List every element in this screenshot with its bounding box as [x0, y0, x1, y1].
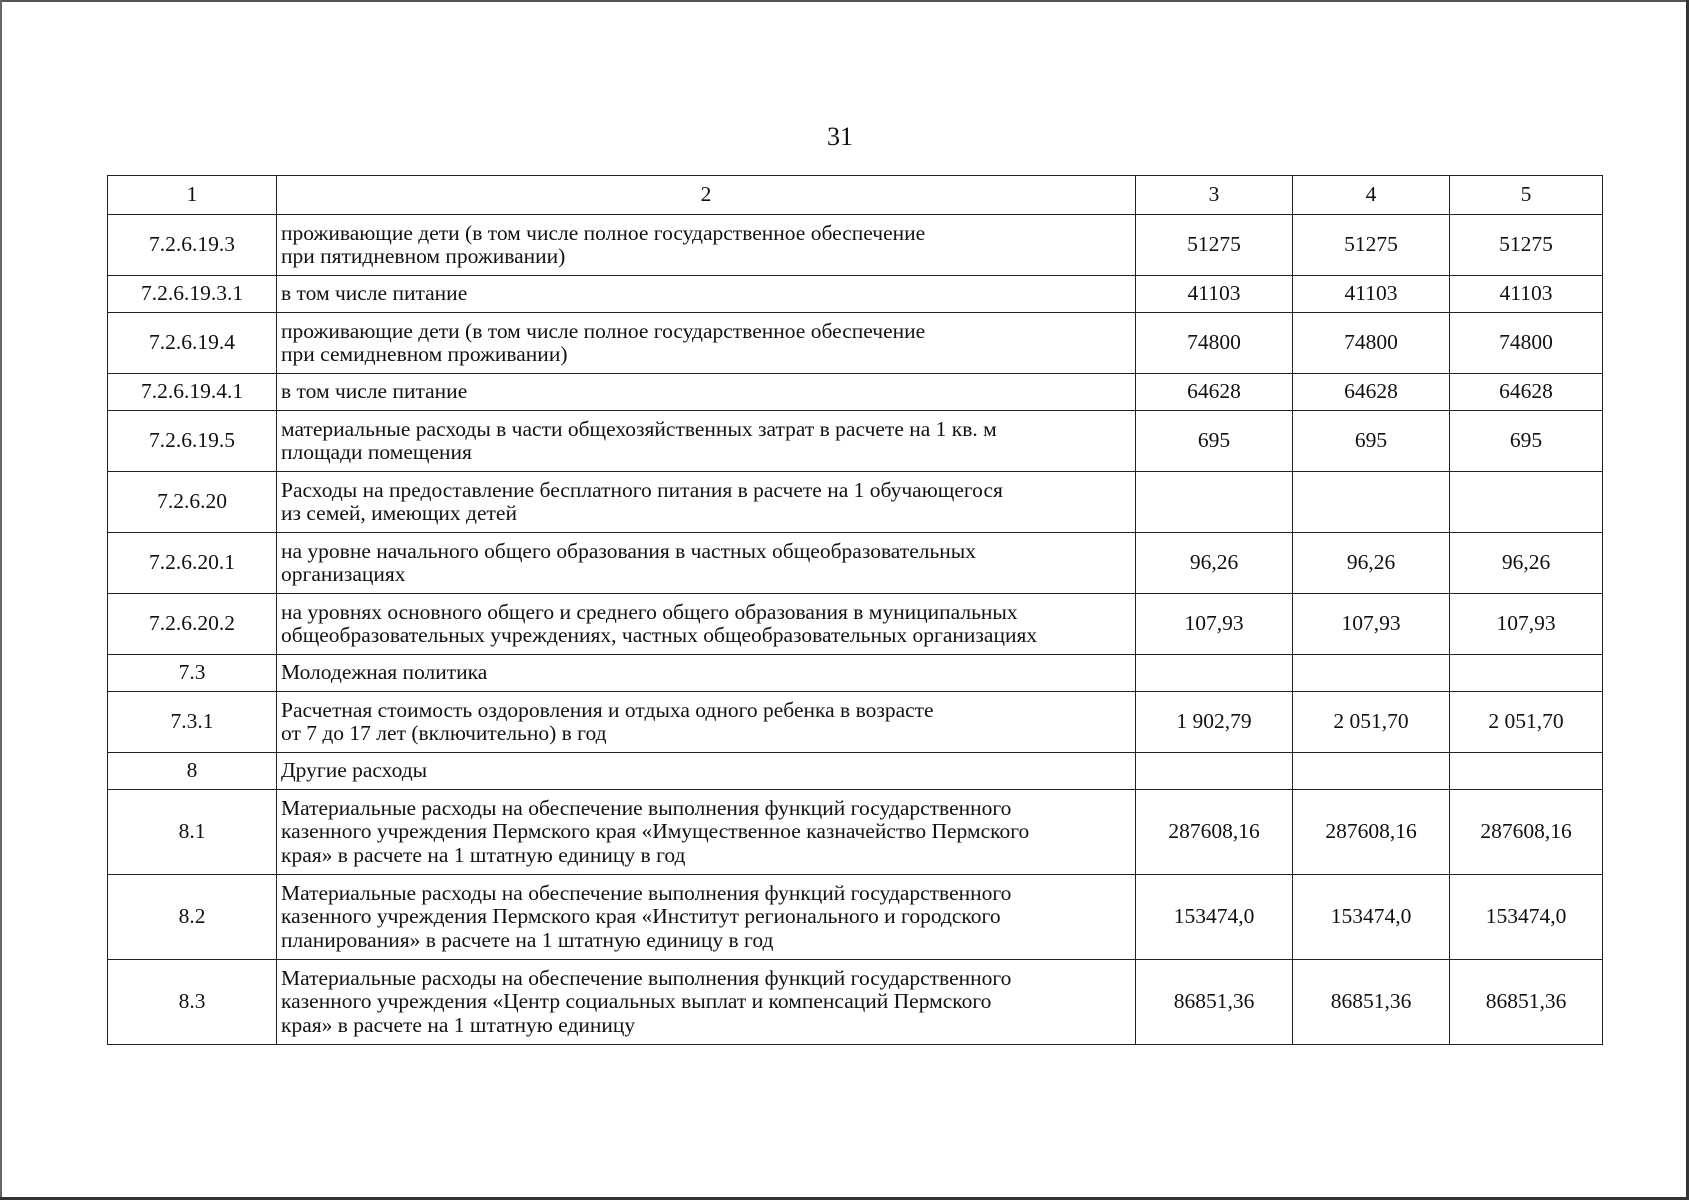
header-cell: 3 [1136, 176, 1293, 215]
row-value-col4-cell: 41103 [1293, 276, 1450, 313]
row-value-col3-cell: 41103 [1136, 276, 1293, 313]
row-value-col3-cell [1136, 655, 1293, 692]
row-description-cell: Материальные расходы на обеспечение выполнения функций государственного казенного учреждения «Центр социальных выплат и компенсаций Пермского края» в расчете на 1 штатную единицу [277, 960, 1136, 1045]
row-description-cell: в том числе питание [277, 374, 1136, 411]
row-description-cell: на уровне начального общего образования в частных общеобразовательных организациях [277, 533, 1136, 594]
row-number-cell: 8.3 [108, 960, 277, 1045]
row-value-col4-cell: 64628 [1293, 374, 1450, 411]
row-value-col3-cell: 51275 [1136, 215, 1293, 276]
row-number-cell: 7.2.6.19.3 [108, 215, 277, 276]
row-value-col4-cell [1293, 655, 1450, 692]
row-value-col3-cell: 695 [1136, 411, 1293, 472]
row-number-cell: 7.2.6.19.3.1 [108, 276, 277, 313]
table-row [108, 533, 1603, 594]
row-value-col4-cell [1293, 472, 1450, 533]
header-cell: 2 [277, 176, 1136, 215]
row-value-col4-cell: 86851,36 [1293, 960, 1450, 1045]
row-value-col3-cell: 153474,0 [1136, 875, 1293, 960]
row-number-cell: 7.2.6.19.4 [108, 313, 277, 374]
row-value-col5-cell: 41103 [1450, 276, 1603, 313]
row-value-col5-cell: 74800 [1450, 313, 1603, 374]
row-value-col5-cell [1450, 472, 1603, 533]
table-row [108, 960, 1603, 1045]
row-value-col4-cell: 695 [1293, 411, 1450, 472]
scan-edge-top [0, 0, 1689, 2]
row-value-col5-cell: 96,26 [1450, 533, 1603, 594]
row-value-col5-cell: 64628 [1450, 374, 1603, 411]
row-number-cell: 7.2.6.20.2 [108, 594, 277, 655]
row-number-cell: 7.3 [108, 655, 277, 692]
header-row [108, 176, 1603, 215]
table-row [108, 875, 1603, 960]
row-value-col3-cell: 96,26 [1136, 533, 1293, 594]
row-description-cell: на уровнях основного общего и среднего общего образования в муниципальных общеобразовательных учреждениях, частных общеобразовательных организациях [277, 594, 1136, 655]
row-value-col5-cell: 153474,0 [1450, 875, 1603, 960]
row-value-col4-cell: 74800 [1293, 313, 1450, 374]
row-number-cell: 7.2.6.20.1 [108, 533, 277, 594]
row-value-col5-cell [1450, 753, 1603, 790]
row-value-col5-cell [1450, 655, 1603, 692]
row-number-cell: 7.3.1 [108, 692, 277, 753]
row-value-col3-cell: 107,93 [1136, 594, 1293, 655]
row-value-col5-cell: 2 051,70 [1450, 692, 1603, 753]
data-table [107, 175, 1603, 1045]
row-description-cell: материальные расходы в части общехозяйственных затрат в расчете на 1 кв. м площади помещения [277, 411, 1136, 472]
table-row [108, 594, 1603, 655]
row-value-col3-cell [1136, 753, 1293, 790]
table-row [108, 276, 1603, 313]
row-value-col5-cell: 287608,16 [1450, 790, 1603, 875]
scan-edge-left [0, 0, 2, 1200]
row-number-cell: 7.2.6.19.5 [108, 411, 277, 472]
row-number-cell: 7.2.6.20 [108, 472, 277, 533]
row-number-cell: 8.1 [108, 790, 277, 875]
row-value-col5-cell: 695 [1450, 411, 1603, 472]
row-description-cell: проживающие дети (в том числе полное государственное обеспечение при семидневном проживании) [277, 313, 1136, 374]
row-description-cell: Молодежная политика [277, 655, 1136, 692]
header-cell: 1 [108, 176, 277, 215]
row-value-col4-cell [1293, 753, 1450, 790]
table-row [108, 790, 1603, 875]
row-number-cell: 7.2.6.19.4.1 [108, 374, 277, 411]
row-value-col3-cell: 287608,16 [1136, 790, 1293, 875]
table-row [108, 692, 1603, 753]
row-description-cell: Другие расходы [277, 753, 1136, 790]
row-number-cell: 8.2 [108, 875, 277, 960]
row-number-cell: 8 [108, 753, 277, 790]
row-description-cell: проживающие дети (в том числе полное государственное обеспечение при пятидневном проживании) [277, 215, 1136, 276]
row-description-cell: Материальные расходы на обеспечение выполнения функций государственного казенного учреждения Пермского края «Имущественное казначейство Пермского края» в расчете на 1 штатную единицу в год [277, 790, 1136, 875]
row-value-col5-cell: 86851,36 [1450, 960, 1603, 1045]
row-value-col5-cell: 51275 [1450, 215, 1603, 276]
row-value-col3-cell: 74800 [1136, 313, 1293, 374]
table-row [108, 655, 1603, 692]
table-row [108, 411, 1603, 472]
row-value-col3-cell: 64628 [1136, 374, 1293, 411]
table-row [108, 753, 1603, 790]
row-value-col5-cell: 107,93 [1450, 594, 1603, 655]
row-description-cell: Материальные расходы на обеспечение выполнения функций государственного казенного учреждения Пермского края «Институт регионального и городского планирования» в расчете на 1 штатную единицу в год [277, 875, 1136, 960]
row-value-col4-cell: 2 051,70 [1293, 692, 1450, 753]
table-row [108, 313, 1603, 374]
row-description-cell: Расчетная стоимость оздоровления и отдыха одного ребенка в возрасте от 7 до 17 лет (включительно) в год [277, 692, 1136, 753]
row-value-col4-cell: 153474,0 [1293, 875, 1450, 960]
row-value-col4-cell: 96,26 [1293, 533, 1450, 594]
row-value-col3-cell: 86851,36 [1136, 960, 1293, 1045]
table-row [108, 374, 1603, 411]
row-value-col4-cell: 107,93 [1293, 594, 1450, 655]
table-row [108, 215, 1603, 276]
row-value-col4-cell: 287608,16 [1293, 790, 1450, 875]
row-value-col4-cell: 51275 [1293, 215, 1450, 276]
row-description-cell: в том числе питание [277, 276, 1136, 313]
row-description-cell: Расходы на предоставление бесплатного питания в расчете на 1 обучающегося из семей, имеющих детей [277, 472, 1136, 533]
row-value-col3-cell: 1 902,79 [1136, 692, 1293, 753]
header-cell: 5 [1450, 176, 1603, 215]
table-row [108, 472, 1603, 533]
header-cell: 4 [1293, 176, 1450, 215]
page-number: 31 [827, 122, 853, 151]
row-value-col3-cell [1136, 472, 1293, 533]
